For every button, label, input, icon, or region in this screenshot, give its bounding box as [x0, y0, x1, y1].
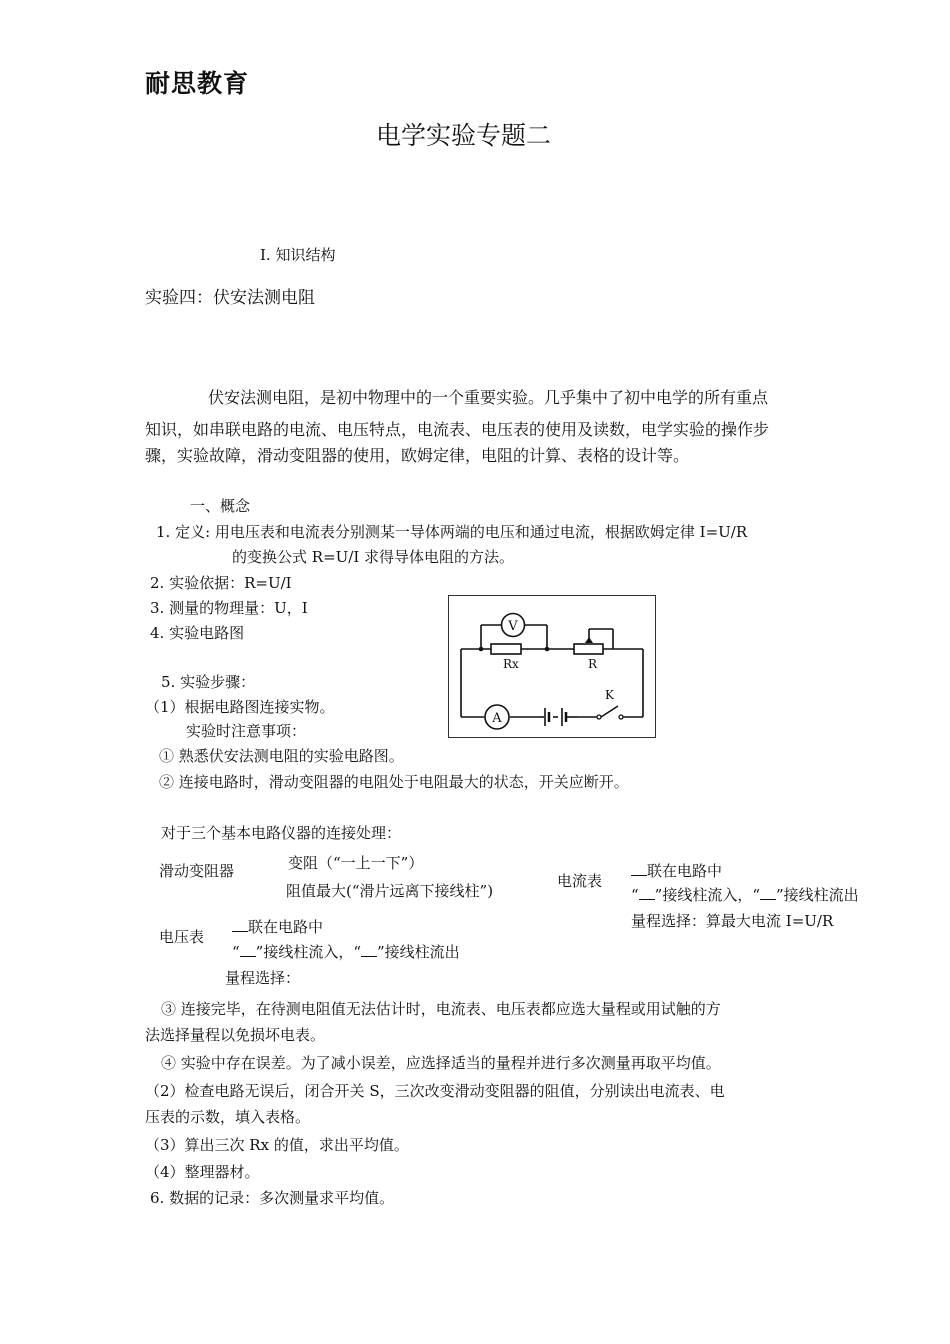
intro-line-3: 骤，实验故障，滑动变阻器的使用，欧姆定律，电阻的计算、表格的设计等。	[145, 446, 690, 465]
circuit-diagram-label: 4. 实验电路图	[150, 624, 245, 642]
ammeter-label: A	[492, 711, 502, 726]
intro-line-1: 伏安法测电阻，是初中物理中的一个重要实验。几乎集中了初中电学的所有重点	[208, 388, 769, 407]
rheostat-name: 滑动变阻器	[159, 862, 235, 880]
junction-dot-right	[545, 647, 550, 652]
ammeter-line-2: “ ”接线柱流入，“ ”接线柱流出	[631, 886, 859, 904]
instruments-heading: 对于三个基本电路仪器的连接处理：	[161, 824, 402, 842]
step-2-line-2: 压表的示数，填入表格。	[145, 1108, 311, 1126]
notes-heading: 实验时注意事项：	[186, 722, 307, 740]
note-3-line-1: ③ 连接完毕，在待测电阻值无法估计时，电流表、电压表都应选大量程或用试触的方	[161, 1000, 721, 1018]
r-label: R	[588, 657, 598, 671]
ammeter-name: 电流表	[557, 872, 603, 890]
voltmeter-line-3: 量程选择：	[225, 969, 301, 987]
voltmeter-name: 电压表	[159, 928, 205, 946]
rheostat-line-2: 阻值最大(“滑片远离下接线柱”)	[286, 882, 494, 900]
voltmeter-line-2: “ ”接线柱流入，“ ”接线柱流出	[232, 943, 460, 961]
intro-line-2: 知识，如串联电路的电流、电压特点，电流表、电压表的使用及读数，电学实验的操作步	[145, 420, 770, 439]
voltmeter-label: V	[508, 619, 518, 634]
concept-heading: 一、概念	[190, 497, 251, 515]
step-3: （3）算出三次 Rx 的值，求出平均值。	[145, 1136, 409, 1154]
rx-label: Rx	[503, 657, 519, 671]
ammeter-line-1: 联在电路中	[631, 860, 722, 881]
page-title: 电学实验专题二	[376, 121, 552, 150]
definition-line-2: 的变换公式 R=U/I 求得导体电阻的方法。	[232, 548, 515, 566]
brand-logo: 耐思教育	[145, 69, 250, 98]
steps-heading: 5. 实验步骤：	[161, 673, 256, 691]
junction-dot-left	[479, 647, 484, 652]
step-2-line-1: （2）检查电路无误后，闭合开关 S，三次改变滑动变阻器的阻值，分别读出电流表、电	[145, 1082, 725, 1100]
measured-quantities: 3. 测量的物理量：U，I	[150, 599, 308, 617]
note-1: ① 熟悉伏安法测电阻的实验电路图。	[159, 747, 404, 765]
step-4: （4）整理器材。	[145, 1163, 260, 1181]
rheostat-line-1: 变阻（“一上一下”）	[288, 854, 424, 872]
circuit-diagram	[448, 595, 656, 738]
definition-line-1: 1. 定义: 用电压表和电流表分别测某一导体两端的电压和通过电流，根据欧姆定律 I=U/R	[156, 523, 748, 541]
section-heading: Ⅰ. 知识结构	[260, 246, 336, 264]
step-1: （1）根据电路图连接实物。	[145, 698, 335, 716]
switch-label: K	[605, 688, 614, 702]
note-2: ② 连接电路时，滑动变阻器的电阻处于电阻最大的状态，开关应断开。	[159, 773, 629, 791]
experiment-title: 实验四：伏安法测电阻	[145, 288, 315, 308]
note-3-line-2: 法选择量程以免损坏电表。	[145, 1026, 326, 1044]
voltmeter-line-1: 联在电路中	[232, 916, 323, 937]
item-6: 6. 数据的记录：多次测量求平均值。	[150, 1189, 395, 1207]
ammeter-line-3: 量程选择：算最大电流 I=U/R	[631, 912, 834, 930]
note-4: ④ 实验中存在误差。为了减小误差，应选择适当的量程并进行多次测量再取平均值。	[161, 1054, 721, 1072]
experiment-basis: 2. 实验依据：R=U/I	[150, 574, 292, 592]
